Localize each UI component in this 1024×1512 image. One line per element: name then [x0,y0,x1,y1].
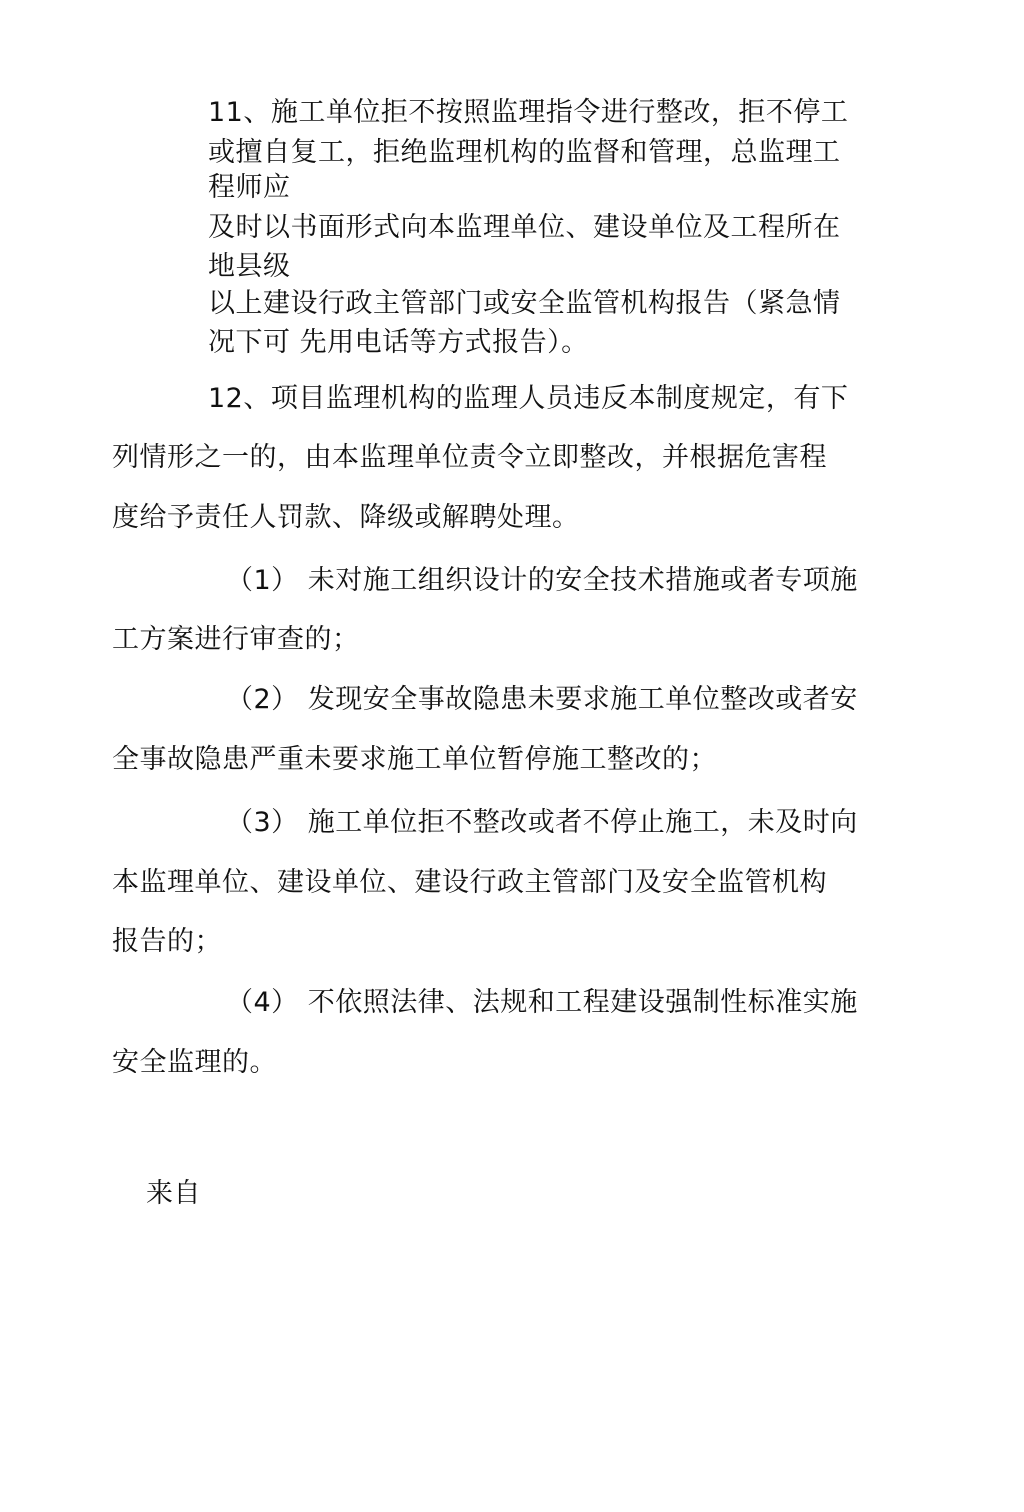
sub-item-3-line-2: 本监理单位、建设单位、建设行政主管部门及安全监管机构 [112,867,827,898]
sub-item-3-line-3: 报告的； [112,926,222,957]
sub-item-4-line-2: 安全监理的。 [112,1047,277,1078]
sub-item-1-line-1: （1） 未对施工组织设计的安全技术措施或者专项施 [226,565,858,596]
sub-item-3-line-1: （3） 施工单位拒不整改或者不停止施工，未及时向 [226,807,858,838]
sub-item-2-line-2: 全事故隐患严重未要求施工单位暂停施工整改的； [112,744,717,775]
item-12-line-1: 12、项目监理机构的监理人员违反本制度规定，有下 [208,383,849,414]
item-11-line-5: 地县级 [208,251,291,282]
source-label: 来自 [146,1178,201,1209]
sub-item-2-line-1: （2） 发现安全事故隐患未要求施工单位整改或者安 [226,684,858,715]
item-12-line-3: 度给予责任人罚款、降级或解聘处理。 [112,502,580,533]
item-11-line-6: 以上建设行政主管部门或安全监管机构报告（紧急情 [208,288,841,319]
sub-item-1-line-2: 工方案进行审查的； [112,624,360,655]
item-11-line-4: 及时以书面形式向本监理单位、建设单位及工程所在 [208,212,841,243]
item-11-line-7: 况下可 先用电话等方式报告）。 [208,327,589,358]
item-11-line-3: 程师应 [208,172,291,203]
sub-item-4-line-1: （4） 不依照法律、法规和工程建设强制性标准实施 [226,987,858,1018]
item-11-line-2: 或擅自复工，拒绝监理机构的监督和管理，总监理工 [208,137,841,168]
item-12-line-2: 列情形之一的，由本监理单位责令立即整改，并根据危害程 [112,442,827,473]
item-11-line-1: 11、施工单位拒不按照监理指令进行整改，拒不停工 [208,97,849,128]
